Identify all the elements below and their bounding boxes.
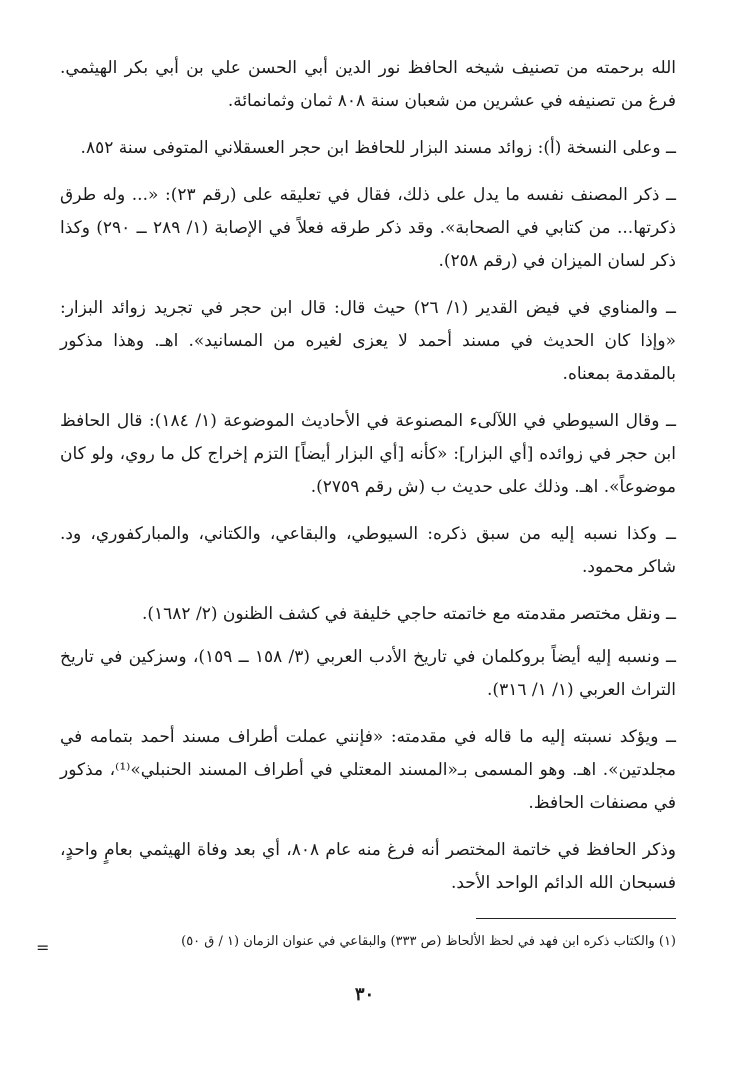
footnote-continuation-mark: = <box>36 938 50 957</box>
page-number: ٣٠ <box>354 984 375 1005</box>
paragraph-1: الله برحمته من تصنيف شيخه الحافظ نور الدين أبي الحسن علي بن أبي بكر الهيثمي. فرغ من تصنيفه في عشرين من شعبان سنة ٨٠٨ ثمان وثمانمائة. <box>60 58 676 111</box>
paragraph-6: ــ وكذا نسبه إليه من سبق ذكره: السيوطي، والبقاعي، والكتاني، والمباركفوري، ود. شاكر محمود. <box>60 524 676 577</box>
paragraph-5: ــ وقال السيوطي في اللآلىء المصنوعة في الأحاديث الموضوعة (١/ ١٨٤): قال الحافظ ابن حجر في زوائده [أي البزار]: «كأنه [أي البزار أيضاً] التزم إخراج كل ما روي، ولو كان موضوعاً». اهـ. وذلك على حديث ب (ش رقم ٢٧٥٩). <box>60 411 676 497</box>
footnote: (١) والكتاب ذكره ابن فهد في لحظ الألحاظ (ص ٣٣٣) والبقاعي في عنوان الزمان (١ / ق ٥٠) <box>181 934 676 949</box>
paragraph-4: ــ والمناوي في فيض القدير (١/ ٢٦) حيث قال: قال ابن حجر في تجريد زوائد البزار: «وإذا كان الحديث في مسند أحمد لا يعزى لغيره من المسانيد». اهـ. وهذا مذكور بالمقدمة بمعناه. <box>60 298 677 384</box>
main-text <box>60 52 676 914</box>
paragraph-8: ــ ونسبه إليه أيضاً بروكلمان في تاريخ الأدب العربي (٣/ ١٥٨ ــ ١٥٩)، وسزكين في تاريخ التراث العربي (١/ ١/ ٣١٦). <box>60 647 676 700</box>
paragraph-10: وذكر الحافظ في خاتمة المختصر أنه فرغ منه عام ٨٠٨، أي بعد وفاة الهيثمي بعامٍ واحدٍ، فسبحان الله الدائم الواحد الأحد. <box>60 840 676 893</box>
footnote-separator <box>476 918 676 919</box>
paragraph-7: ــ ونقل مختصر مقدمته مع خاتمته حاجي خليفة في كشف الظنون (٢/ ١٦٨٢). <box>141 604 676 624</box>
paragraph-3: ــ ذكر المصنف نفسه ما يدل على ذلك، فقال في تعليقه على (رقم ٢٣): «... وله طرق ذكرتها... من كتابي في الصحابة». وقد ذكر طرقه فعلاً في الإصابة (١/ ٢٨٩ ــ ٢٩٠) وكذا ذكر لسان الميزان في (رقم ٢٥٨). <box>60 185 677 271</box>
paragraph-9: ــ ويؤكد نسبته إليه ما قاله في مقدمته: «فإنني عملت أطراف مسند أحمد بتمامه في مجلدتين». اهـ. وهو المسمى بـ«المسند المعتلي في أطراف المسند الحنبلي»⁽¹⁾، مذكور في مصنفات الحافظ. <box>60 727 677 813</box>
paragraph-2: ــ وعلى النسخة (أ): زوائد مسند البزار للحافظ ابن حجر العسقلاني المتوفى سنة ٨٥٢. <box>80 138 676 158</box>
